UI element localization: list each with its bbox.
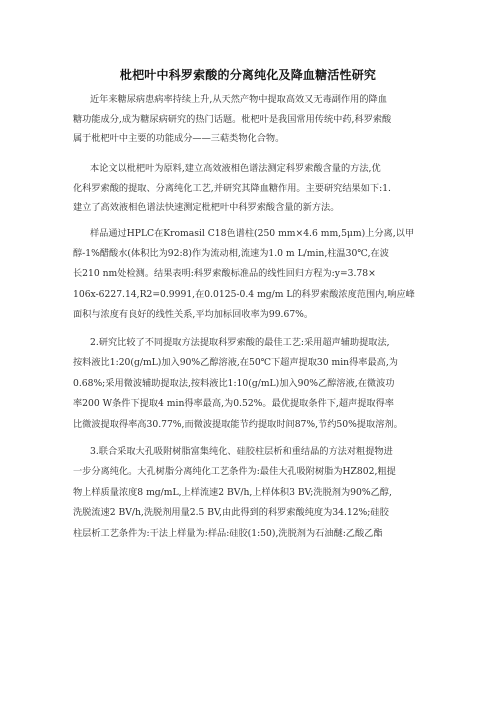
text-line: 醇-1%醋酸水(体积比为92:8)作为流动相,流速为1.0 m L/min,柱温30℃,在波 — [73, 248, 389, 259]
text-line: 率200 W条件下提取4 min得率最高,为0.52%。最优提取条件下,超声提取得率 — [73, 398, 394, 409]
text-line: 洗脱流速2 BV/h,洗脱剂用量2.5 BV,由此得到的科罗索酸纯度为34.12%;硅胶 — [73, 507, 389, 518]
text-line: 按料液比1:20(g/mL)加入90%乙醇溶液,在50℃下超声提取30 min得率最高,为 — [73, 357, 398, 368]
text-line: 0.68%;采用微波辅助提取法,按料液比1:10(g/mL)加入90%乙醇溶液,在微波功 — [73, 378, 395, 389]
document-title: 枇杷叶中科罗索酸的分离纯化及降血糖活性研究 — [119, 68, 377, 82]
text-line: 3.联合采取大孔吸附树脂富集纯化、硅胶柱层析和重结晶的方法对粗提物进 — [90, 446, 393, 457]
text-line: 近年来糖尿病患病率持续上升,从天然产物中提取高效又无毒副作用的降血 — [90, 94, 387, 105]
text-line: 样品通过HPLC在Kromasil C18色谱柱(250 mm×4.6 mm,5μm)上分离,以甲 — [90, 228, 415, 239]
text-line: 2.研究比较了不同提取方法提取科罗索酸的最佳工艺:采用超声辅助提取法, — [90, 337, 390, 348]
text-line: 本论文以枇杷叶为原料,建立高效液相色谱法测定科罗索酸含量的方法,优 — [90, 163, 381, 174]
text-line: 糖功能成分,成为糖尿病研究的热门话题。枇杷叶是我国常用传统中药,科罗索酸 — [73, 114, 392, 125]
text-line: 化科罗索酸的提取、分离纯化工艺,并研究其降血糖作用。主要研究结果如下:1. — [73, 183, 391, 194]
text-line: 属于枇杷叶中主要的功能成分——三萜类物化合物。 — [73, 133, 285, 144]
text-line: 物上样质量浓度8 mg/mL,上样流速2 BV/h,上样体积3 BV;洗脱剂为90%乙醇, — [73, 487, 392, 498]
text-line: 面积与浓度有良好的线性关系,平均加标回收率为99.67%。 — [73, 309, 314, 320]
text-line: 建立了高效液相色谱法快速测定枇杷叶中科罗索酸含量的新方法。 — [73, 202, 340, 213]
text-line: 柱层析工艺条件为:干法上样量为:样品:硅胶(1:50),洗脱剂为石油醚:乙酸乙酯 — [73, 528, 383, 539]
text-line: 一步分离纯化。大孔树脂分离纯化工艺条件为:最佳大孔吸附树脂为HZ802,粗提 — [73, 466, 396, 477]
text-line: 比微波提取得率高30.77%,而微波提取能节约提取时间87%,节约50%提取溶剂。 — [73, 419, 403, 430]
text-line: 长210 nm处检测。结果表明:科罗索酸标准品的线性回归方程为:y=3.78× — [73, 268, 376, 279]
text-line: 106x-6227.14,R2=0.9991,在0.0125-0.4 mg/m L的科罗索酸浓度范围内,响应峰 — [73, 289, 415, 300]
